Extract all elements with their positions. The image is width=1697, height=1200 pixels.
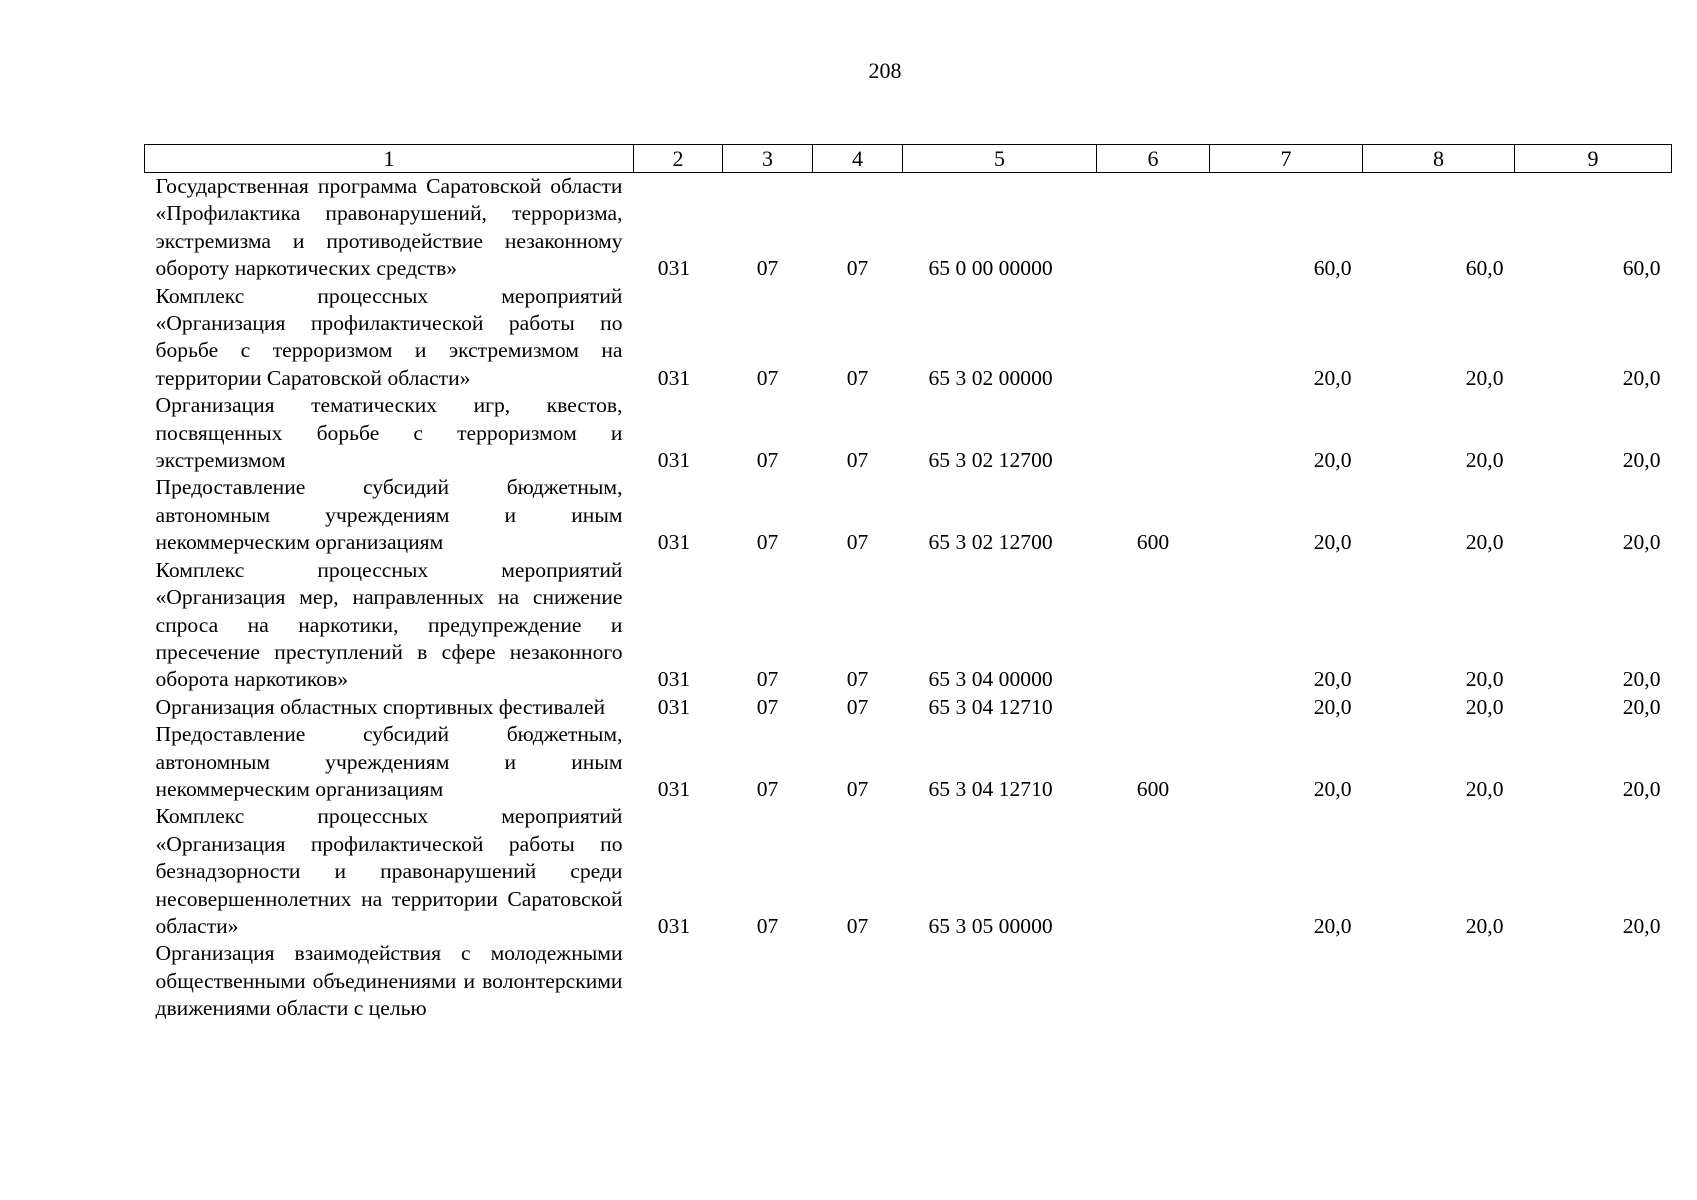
description-text: Организация взаимодействия с молодежными общественными объединениями и волонтерскими движениями области с целью (155, 941, 623, 1021)
cell-amount-1: 20,0 (1313, 448, 1352, 473)
table-row (145, 474, 1672, 556)
cell-amount-2: 20,0 (1465, 913, 1504, 938)
table-row (145, 803, 1672, 940)
header-row (145, 145, 1672, 173)
cell-description (145, 721, 634, 803)
table-row (145, 283, 1672, 393)
cell-description (145, 557, 634, 694)
cell-amount-3 (1515, 940, 1672, 1022)
cell-subsection: 07 (846, 256, 869, 281)
cell-admin-code: 031 (657, 530, 691, 555)
cell-amount-3: 20,0 (1622, 530, 1661, 555)
cell-subsection: 07 (846, 776, 869, 801)
cell-amount-1: 20,0 (1313, 530, 1352, 555)
cell-description (145, 283, 634, 393)
header-col-4: 4 (813, 145, 903, 173)
description-text: Предоставление субсидий бюджетным, автономным учреждениям и иным некоммерческим организациям (155, 475, 623, 555)
page-number: 208 (868, 58, 902, 83)
cell-target-code: 65 3 04 12710 (928, 776, 1053, 801)
cell-amount-2: 20,0 (1465, 694, 1504, 719)
cell-amount-3: 20,0 (1622, 694, 1661, 719)
header-col-7: 7 (1210, 145, 1363, 173)
table-row (145, 557, 1672, 694)
header-col-5: 5 (903, 145, 1097, 173)
cell-amount-2: 60,0 (1465, 256, 1504, 281)
table-row (145, 721, 1672, 803)
cell-target-code: 65 3 05 00000 (928, 913, 1053, 938)
description-text: Организация областных спортивных фестивалей (155, 694, 606, 719)
cell-amount-2: 20,0 (1465, 365, 1504, 390)
header-col-2: 2 (634, 145, 723, 173)
cell-amount-2: 20,0 (1465, 776, 1504, 801)
cell-amount-1: 20,0 (1313, 776, 1352, 801)
description-text: Комплекс процессных мероприятий «Организация мер, направленных на снижение спроса на наркотики, предупреждение и пресечение преступлений в сфере незаконного оборота наркотиков» (155, 557, 623, 692)
cell-expense-type: 600 (1136, 776, 1170, 801)
cell-description (145, 694, 634, 721)
table-header (145, 145, 1672, 173)
cell-amount-3: 20,0 (1622, 913, 1661, 938)
cell-amount-1: 20,0 (1313, 365, 1352, 390)
header-col-1: 1 (145, 145, 634, 173)
header-col-3: 3 (723, 145, 813, 173)
cell-expense-type: 600 (1136, 530, 1170, 555)
cell-expense-type (1097, 694, 1210, 721)
table-row (145, 392, 1672, 474)
cell-amount-2: 20,0 (1465, 530, 1504, 555)
cell-subsection: 07 (846, 667, 869, 692)
cell-target-code: 65 3 02 12700 (928, 448, 1053, 473)
cell-section: 07 (756, 448, 779, 473)
cell-admin-code: 031 (657, 913, 691, 938)
cell-amount-1: 20,0 (1313, 667, 1352, 692)
cell-target-code (903, 940, 1097, 1022)
cell-section: 07 (756, 365, 779, 390)
cell-amount-2: 20,0 (1465, 448, 1504, 473)
cell-expense-type (1097, 173, 1210, 283)
cell-section: 07 (756, 256, 779, 281)
description-text: Предоставление субсидий бюджетным, автономным учреждениям и иным некоммерческим организациям (155, 722, 623, 801)
cell-description (145, 173, 634, 283)
cell-subsection: 07 (846, 365, 869, 390)
cell-section (723, 940, 813, 1022)
cell-amount-3: 20,0 (1622, 448, 1661, 473)
cell-section: 07 (756, 776, 779, 801)
cell-subsection: 07 (846, 694, 869, 719)
cell-admin-code: 031 (657, 448, 691, 473)
cell-amount-3: 20,0 (1622, 667, 1661, 692)
cell-amount-2: 20,0 (1465, 667, 1504, 692)
cell-amount-1: 20,0 (1313, 913, 1352, 938)
cell-section: 07 (756, 530, 779, 555)
table-row (145, 173, 1672, 283)
cell-amount-1 (1210, 940, 1363, 1022)
cell-target-code: 65 3 02 12700 (928, 530, 1053, 555)
cell-target-code: 65 0 00 00000 (928, 256, 1053, 281)
cell-admin-code: 031 (657, 667, 691, 692)
cell-subsection: 07 (846, 913, 869, 938)
description-text: Комплекс процессных мероприятий «Организация профилактической работы по борьбе с терроризмом и экстремизмом на территории Саратовской области» (155, 283, 623, 390)
budget-table (144, 144, 1672, 1023)
cell-admin-code: 031 (657, 365, 691, 390)
description-text: Комплекс процессных мероприятий «Организация профилактической работы по безнадзорности и правонарушений среди несовершеннолетних на территории Саратовской области» (155, 804, 623, 938)
cell-expense-type (1097, 940, 1210, 1022)
cell-amount-3: 20,0 (1622, 776, 1661, 801)
header-col-8: 8 (1363, 145, 1515, 173)
cell-description (145, 803, 634, 940)
cell-description (145, 474, 634, 556)
cell-target-code: 65 3 04 12710 (928, 694, 1053, 719)
header-col-6: 6 (1097, 145, 1210, 173)
table-body (145, 173, 1672, 1023)
description-text: Организация тематических игр, квестов, посвященных борьбе с терроризмом и экстремизмом (155, 393, 623, 473)
cell-expense-type (1097, 557, 1210, 694)
cell-expense-type (1097, 803, 1210, 940)
cell-subsection (813, 940, 903, 1022)
cell-description (145, 392, 634, 474)
cell-admin-code (634, 940, 723, 1022)
cell-amount-2 (1363, 940, 1515, 1022)
table-row (145, 940, 1672, 1022)
header-col-9: 9 (1515, 145, 1672, 173)
cell-admin-code: 031 (657, 776, 691, 801)
cell-description (145, 940, 634, 1022)
cell-section: 07 (756, 694, 779, 719)
cell-admin-code: 031 (657, 694, 691, 719)
cell-target-code: 65 3 04 00000 (928, 667, 1053, 692)
cell-target-code: 65 3 02 00000 (928, 365, 1053, 390)
cell-amount-1: 60,0 (1313, 256, 1352, 281)
cell-expense-type (1097, 283, 1210, 393)
cell-expense-type (1097, 392, 1210, 474)
cell-subsection: 07 (846, 530, 869, 555)
table-row (145, 694, 1672, 721)
cell-amount-3: 20,0 (1622, 365, 1661, 390)
cell-section: 07 (756, 913, 779, 938)
cell-amount-3: 60,0 (1622, 256, 1661, 281)
cell-amount-1: 20,0 (1313, 694, 1352, 719)
cell-section: 07 (756, 667, 779, 692)
cell-subsection: 07 (846, 448, 869, 473)
cell-admin-code: 031 (657, 256, 691, 281)
description-text: Государственная программа Саратовской области «Профилактика правонарушений, терроризма, экстремизма и противодействие незаконному обороту наркотических средств» (155, 174, 623, 281)
